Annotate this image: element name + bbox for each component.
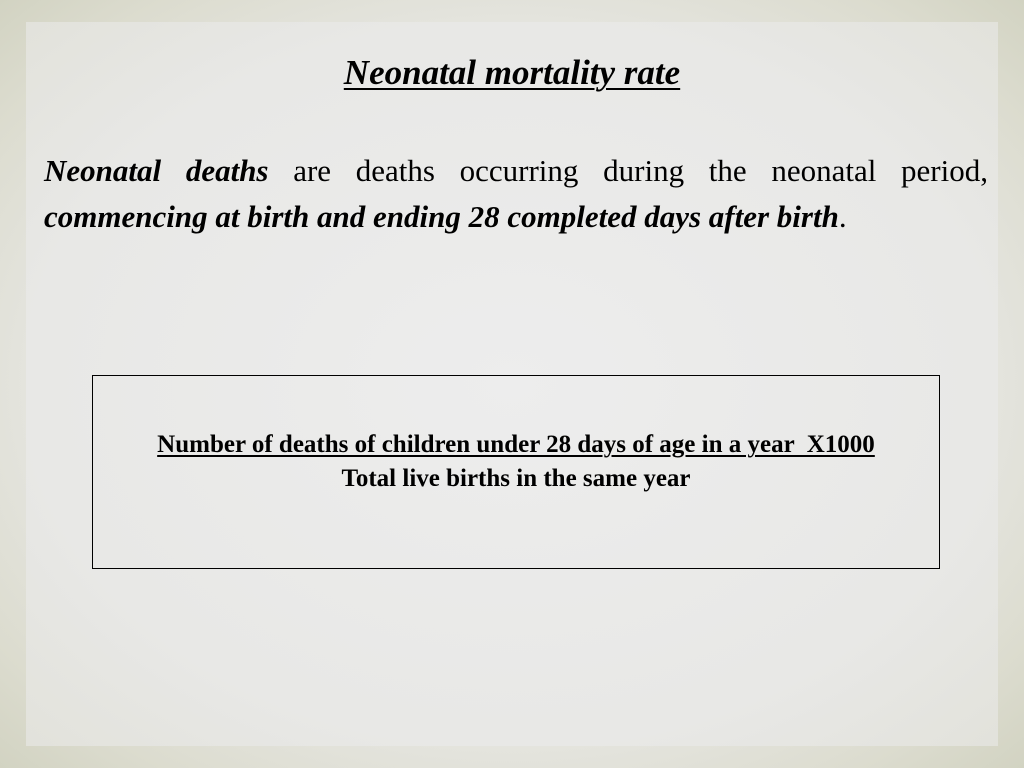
formula-numerator: Number of deaths of children under 28 days of age in a year X1000 [157, 431, 875, 458]
slide-title: Neonatal mortality rate [343, 53, 681, 92]
definition-middle-text: are deaths occurring during the neonatal period, [268, 153, 988, 188]
definition-paragraph [44, 148, 988, 240]
formula-denominator: Total live births in the same year [341, 465, 691, 492]
definition-emphasis: commencing at birth and ending 28 completed days after birth [44, 199, 839, 234]
definition-term: Neonatal deaths [44, 153, 269, 188]
formula [93, 428, 939, 496]
definition-end: . [838, 199, 847, 234]
formula-box [92, 375, 940, 569]
